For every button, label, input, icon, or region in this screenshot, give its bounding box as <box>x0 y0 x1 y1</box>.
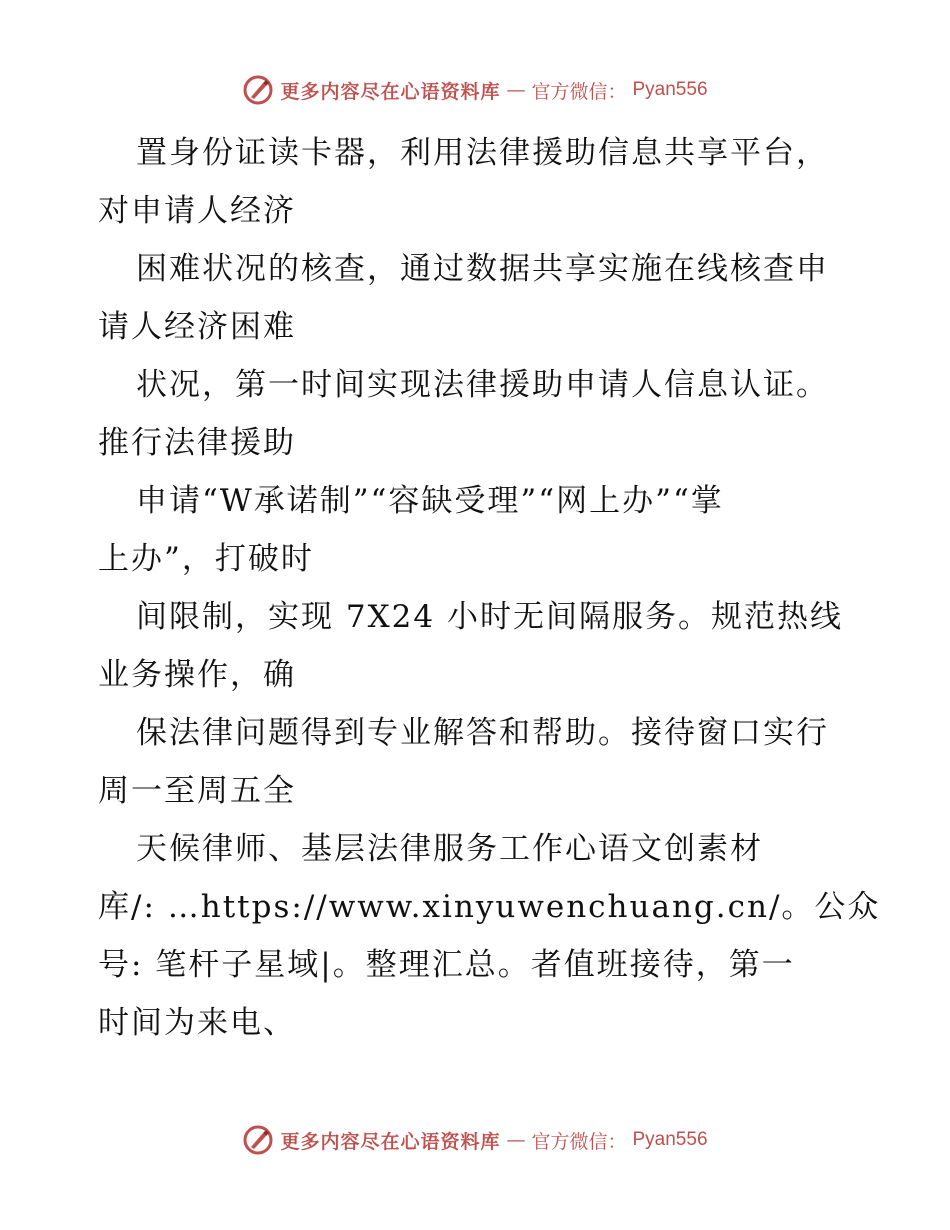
footer-brand-text: 更多内容尽在心语资料库 <box>280 1130 501 1153</box>
footer-wechat-label: 官方微信： <box>531 1130 627 1153</box>
body-line: 推行法律援助 <box>98 425 296 461</box>
body-line: 间限制，实现 7X24 小时无间隔服务。规范热线 <box>136 599 843 635</box>
body-line: 请人经济困难 <box>98 309 296 345</box>
body-line: 上办”，打破时 <box>98 541 314 577</box>
body-line: 业务操作，确 <box>98 657 296 693</box>
pen-circle-logo-icon <box>242 74 274 106</box>
pen-circle-logo-icon <box>242 1124 274 1156</box>
header-brand-text: 更多内容尽在心语资料库 <box>280 80 501 103</box>
header-separator: — <box>506 79 526 101</box>
header-wechat-id: Pyan556 <box>632 79 708 100</box>
body-line: 库/: …https://www.xinyuwenchuang.cn/。公众 <box>98 889 881 925</box>
header-banner <box>0 70 950 110</box>
footer-separator: — <box>506 1129 526 1151</box>
body-line: 号: 笔杆子星域|。整理汇总。者值班接待，第一 <box>98 947 795 983</box>
body-line: 申请“W承诺制”“容缺受理”“网上办”“掌 <box>136 483 724 519</box>
body-line: 保法律问题得到专业解答和帮助。接待窗口实行 <box>136 715 829 751</box>
footer-wechat-id: Pyan556 <box>632 1129 708 1150</box>
body-line: 对申请人经济 <box>98 193 296 229</box>
body-line: 困难状况的核查，通过数据共享实施在线核查申 <box>136 251 829 287</box>
body-line: 置身份证读卡器，利用法律援助信息共享平台， <box>136 135 829 171</box>
footer-banner <box>0 1120 950 1160</box>
body-line: 时间为来电、 <box>98 1005 296 1041</box>
header-wechat-label: 官方微信： <box>531 80 627 103</box>
body-line: 状况，第一时间实现法律援助申请人信息认证。 <box>136 367 829 403</box>
document-body <box>98 124 881 1052</box>
body-line: 天候律师、基层法律服务工作心语文创素材 <box>136 831 763 867</box>
body-line: 周一至周五全 <box>98 773 296 809</box>
